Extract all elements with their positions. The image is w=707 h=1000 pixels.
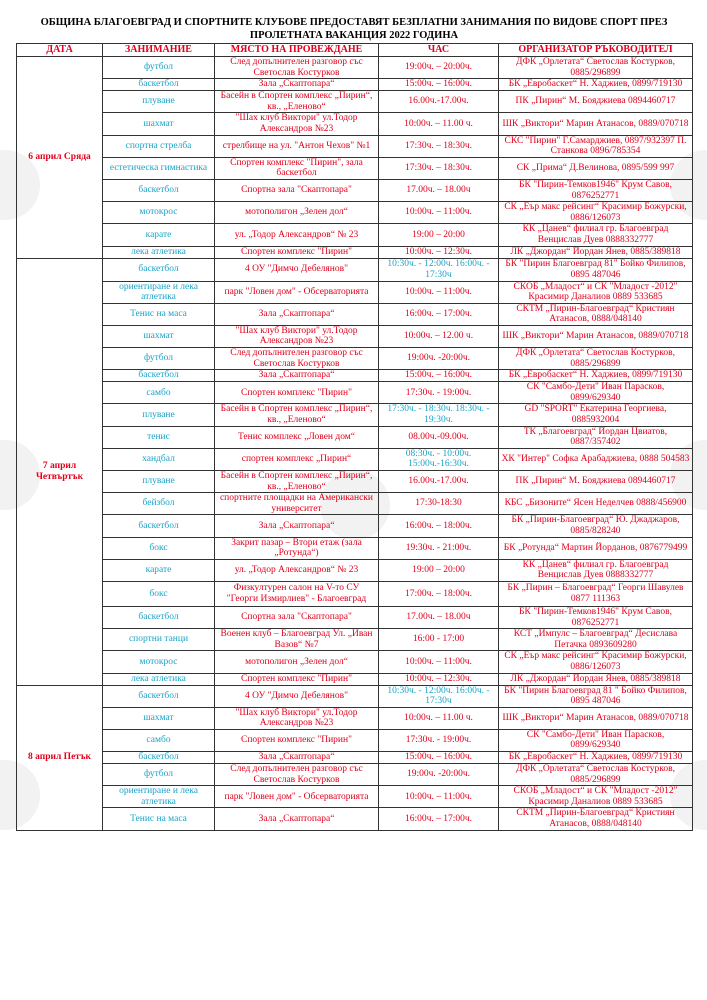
organizer-cell: БК „Евробаскет“ Н. Хаджиев, 0899/719130 [499, 79, 693, 91]
place-cell: Зала „Скаптопара“ [215, 303, 379, 325]
activity-cell: лека атлетика [103, 246, 215, 258]
time-cell: 10:00ч. – 11:00ч. [379, 281, 499, 303]
schedule-table [16, 43, 693, 831]
table-row [17, 707, 693, 729]
time-cell: 19:00ч. -20:00ч. [379, 348, 499, 370]
table-row [17, 325, 693, 347]
document-title [14, 17, 694, 42]
table-row [17, 629, 693, 651]
activity-cell: бокс [103, 537, 215, 559]
activity-cell: баскетбол [103, 606, 215, 628]
activity-cell: самбо [103, 729, 215, 751]
activity-cell: лека атлетика [103, 673, 215, 685]
time-cell: 19:00 – 20:00 [379, 559, 499, 581]
time-cell: 10:00ч. – 11.00 ч. [379, 113, 499, 135]
organizer-cell: ШК „Виктори“ Марин Атанасов, 0889/070718 [499, 707, 693, 729]
organizer-cell: БК "Пирин Благоевград 81" Бойко Филипов, 0895 487046 [499, 258, 693, 281]
schedule-body [17, 57, 693, 831]
activity-cell: карате [103, 559, 215, 581]
organizer-cell: КСТ „Импулс – Благоевград“ Десислава Петачка 0893609280 [499, 629, 693, 651]
day-date-cell: 7 април Четвъртък [17, 258, 103, 685]
place-cell: Спортна зала "Скаптопара" [215, 179, 379, 201]
activity-cell: ориентиране и лека атлетика [103, 786, 215, 808]
organizer-cell: ЛК „Джордан“ Йордан Янев, 0885/389818 [499, 246, 693, 258]
header-date: ДАТА [17, 44, 103, 57]
place-cell: Спортен комплекс "Пирин" [215, 729, 379, 751]
place-cell: Басейн в Спортен комплекс „Пирин“, кв., „Еленово“ [215, 91, 379, 113]
title-line-1: ОБЩИНА БЛАГОЕВГРАД И СПОРТНИТЕ КЛУБОВЕ ПРЕДОСТАВЯТ БЕЗПЛАТНИ ЗАНИМАНИЯ ПО ВИДОВЕ СПОРТ ПРЕЗ [40, 17, 668, 28]
organizer-cell: БК „Пирин – Благоевград“ Георги Шавулев 0877 111363 [499, 581, 693, 606]
table-row [17, 57, 693, 79]
table-row [17, 685, 693, 707]
organizer-cell: СКС "Пирин" Г.Самарджиев, 0897/932397 П. Станкова 0896/785354 [499, 135, 693, 157]
organizer-cell: БК "Пирин Благоевград 81 " Бойко Филипов, 0895 487046 [499, 685, 693, 707]
place-cell: 4 ОУ "Димчо Дебелянов" [215, 258, 379, 281]
table-row [17, 179, 693, 201]
title-line-2: ПРОЛЕТНАТА ВАКАНЦИЯ 2022 ГОДИНА [249, 29, 459, 41]
organizer-cell: СК „Прима“ Д.Велинова, 0895/599 997 [499, 157, 693, 179]
time-cell: 16.00ч.-17.00ч. [379, 471, 499, 493]
time-cell: 10:00ч. – 11.00 ч. [379, 707, 499, 729]
place-cell: мотополигон „Зелен дол“ [215, 651, 379, 673]
time-cell: 10:00ч. – 12.00 ч. [379, 325, 499, 347]
time-cell: 17:30ч. - 19:00ч. [379, 729, 499, 751]
organizer-cell: СК "Самбо-Дети" Иван Парасков, 0899/629340 [499, 729, 693, 751]
table-row [17, 651, 693, 673]
organizer-cell: ХК "Интер" Софка Арабаджиева, 0888 504583 [499, 448, 693, 470]
activity-cell: мотокрос [103, 651, 215, 673]
table-row [17, 448, 693, 470]
organizer-cell: СК „Еър макс рейсинг“ Красимир Божурски, 0886/126073 [499, 202, 693, 224]
table-row [17, 471, 693, 493]
activity-cell: баскетбол [103, 752, 215, 764]
organizer-cell: КК „Цанев“ филиал гр. Благоевград Венцислав Дуев 0888332777 [499, 559, 693, 581]
place-cell: 4 ОУ "Димчо Дебелянов" [215, 685, 379, 707]
place-cell: Спортен комплекс "Пирин" [215, 246, 379, 258]
activity-cell: футбол [103, 764, 215, 786]
time-cell: 16.00ч.-17.00ч. [379, 91, 499, 113]
time-cell: 19:00 – 20:00 [379, 224, 499, 246]
activity-cell: спортна стрелба [103, 135, 215, 157]
place-cell: спортен комплекс „Пирин“ [215, 448, 379, 470]
place-cell: Спортен комплекс "Пирин" [215, 673, 379, 685]
table-row [17, 404, 693, 426]
place-cell: спортните площадки на Американски университет [215, 493, 379, 515]
activity-cell: шахмат [103, 707, 215, 729]
activity-cell: ориентиране и лека атлетика [103, 281, 215, 303]
activity-cell: самбо [103, 382, 215, 404]
activity-cell: плуване [103, 404, 215, 426]
organizer-cell: ЛК „Джордан“ Йордан Янев, 0885/389818 [499, 673, 693, 685]
place-cell: Басейн в Спортен комплекс „Пирин“, кв., „Еленово“ [215, 471, 379, 493]
header-time: ЧАС [379, 44, 499, 57]
activity-cell: футбол [103, 57, 215, 79]
table-row [17, 729, 693, 751]
time-cell: 10:00ч. – 12:30ч. [379, 246, 499, 258]
activity-cell: баскетбол [103, 370, 215, 382]
activity-cell: баскетбол [103, 179, 215, 201]
place-cell: Закрит пазар – Втори етаж (зала „Ротунда“) [215, 537, 379, 559]
time-cell: 10:30ч. - 12:00ч. 16:00ч. - 17:30ч [379, 258, 499, 281]
table-row [17, 113, 693, 135]
activity-cell: Тенис на маса [103, 303, 215, 325]
time-cell: 19:00ч. – 20:00ч. [379, 57, 499, 79]
place-cell: След допълнителен разговор със Светослав Костурков [215, 57, 379, 79]
organizer-cell: БК "Пирин-Темков1946" Крум Савов, 0876252771 [499, 606, 693, 628]
place-cell: Зала „Скаптопара“ [215, 370, 379, 382]
table-row [17, 303, 693, 325]
time-cell: 19:00ч. -20:00ч. [379, 764, 499, 786]
header-organizer: ОРГАНИЗАТОР РЪКОВОДИТЕЛ [499, 44, 693, 57]
organizer-cell: ДФК „Орлетата“ Светослав Костурков, 0885/296899 [499, 764, 693, 786]
table-row [17, 808, 693, 830]
time-cell: 17:30ч. – 18:30ч. [379, 157, 499, 179]
activity-cell: мотокрос [103, 202, 215, 224]
organizer-cell: БК „Пирин-Благоевград“ Ю. Джаджаров, 0885/828240 [499, 515, 693, 537]
place-cell: Спортна зала "Скаптопара" [215, 606, 379, 628]
place-cell: Военен клуб – Благоевград Ул. „Иван Вазов“ №7 [215, 629, 379, 651]
day-date-cell: 8 април Петък [17, 685, 103, 830]
place-cell: "Шах клуб Виктори" ул.Тодор Александров №23 [215, 707, 379, 729]
table-row [17, 370, 693, 382]
organizer-cell: КК „Цанев“ филиал гр. Благоевград Венцислав Дуев 0888332777 [499, 224, 693, 246]
activity-cell: хандбал [103, 448, 215, 470]
table-row [17, 515, 693, 537]
activity-cell: футбол [103, 348, 215, 370]
activity-cell: бокс [103, 581, 215, 606]
place-cell: Зала „Скаптопара“ [215, 79, 379, 91]
table-row [17, 91, 693, 113]
organizer-cell: ТК „Благоевград“ Йордан Цвиатов, 0887/357402 [499, 426, 693, 448]
time-cell: 17:00ч. – 18:00ч. [379, 581, 499, 606]
activity-cell: бейзбол [103, 493, 215, 515]
organizer-cell: БК "Пирин-Темков1946" Крум Савов, 0876252771 [499, 179, 693, 201]
activity-cell: баскетбол [103, 515, 215, 537]
organizer-cell: ДФК „Орлетата“ Светослав Костурков, 0885/296899 [499, 57, 693, 79]
organizer-cell: БК „Евробаскет“ Н. Хаджиев, 0899/719130 [499, 370, 693, 382]
table-row [17, 246, 693, 258]
organizer-cell: ДФК „Орлетата“ Светослав Костурков, 0885/296899 [499, 348, 693, 370]
table-row [17, 258, 693, 281]
organizer-cell: СК „Еър макс рейсинг“ Красимир Божурски, 0886/126073 [499, 651, 693, 673]
time-cell: 17.00ч. – 18.00ч [379, 606, 499, 628]
table-row [17, 202, 693, 224]
organizer-cell: БК „Евробаскет“ Н. Хаджиев, 0899/719130 [499, 752, 693, 764]
table-row [17, 382, 693, 404]
table-row [17, 786, 693, 808]
table-row [17, 559, 693, 581]
activity-cell: естетическа гимнастика [103, 157, 215, 179]
place-cell: Спортен комплекс "Пирин" [215, 382, 379, 404]
time-cell: 10:00ч. – 11:00ч. [379, 651, 499, 673]
time-cell: 17.00ч. – 18.00ч [379, 179, 499, 201]
table-row [17, 537, 693, 559]
organizer-cell: GD "SPORT" Екатерина Георгиева, 0885932004 [499, 404, 693, 426]
time-cell: 15:00ч. – 16:00ч. [379, 79, 499, 91]
place-cell: След допълнителен разговор със Светослав Костурков [215, 764, 379, 786]
table-row [17, 752, 693, 764]
time-cell: 17:30-18:30 [379, 493, 499, 515]
organizer-cell: СК "Самбо-Дети" Иван Парасков, 0899/629340 [499, 382, 693, 404]
activity-cell: карате [103, 224, 215, 246]
table-row [17, 224, 693, 246]
organizer-cell: КБС „Бизоните“ Ясен Неделчев 0888/456900 [499, 493, 693, 515]
organizer-cell: ПК „Пирин“ М. Бояджиева 0894460717 [499, 91, 693, 113]
place-cell: Зала „Скаптопара“ [215, 515, 379, 537]
table-row [17, 79, 693, 91]
activity-cell: баскетбол [103, 258, 215, 281]
time-cell: 10:30ч. - 12:00ч. 16:00ч. - 17:30ч [379, 685, 499, 707]
time-cell: 16:00ч. – 17:00ч. [379, 808, 499, 830]
header-activity: ЗАНИМАНИЕ [103, 44, 215, 57]
time-cell: 10:00ч. – 11:00ч. [379, 202, 499, 224]
time-cell: 17:30ч. - 19:00ч. [379, 382, 499, 404]
table-row [17, 493, 693, 515]
organizer-cell: СКОБ „Младост“ и СК "Младост -2012" Красимир Даналиов 0889 533685 [499, 786, 693, 808]
place-cell: мотополигон „Зелен дол“ [215, 202, 379, 224]
time-cell: 15:00ч. – 16:00ч. [379, 752, 499, 764]
activity-cell: Тенис на маса [103, 808, 215, 830]
time-cell: 08:30ч. - 10:00ч. 15:00ч.-16:30ч. [379, 448, 499, 470]
organizer-cell: СКТМ „Пирин-Благоевград“ Кристиян Атанасов, 0888/048140 [499, 303, 693, 325]
organizer-cell: ПК „Пирин“ М. Бояджиева 0894460717 [499, 471, 693, 493]
table-row [17, 135, 693, 157]
time-cell: 16:00ч. – 18:00ч. [379, 515, 499, 537]
activity-cell: шахмат [103, 325, 215, 347]
table-row [17, 581, 693, 606]
table-row [17, 348, 693, 370]
activity-cell: шахмат [103, 113, 215, 135]
place-cell: парк "Ловен дом" - Обсерваторията [215, 281, 379, 303]
organizer-cell: СКТМ „Пирин-Благоевград“ Кристиян Атанасов, 0888/048140 [499, 808, 693, 830]
day-date-cell: 6 април Сряда [17, 57, 103, 259]
place-cell: "Шах клуб Виктори" ул.Тодор Александров №23 [215, 325, 379, 347]
activity-cell: баскетбол [103, 685, 215, 707]
time-cell: 10:00ч. – 11:00ч. [379, 786, 499, 808]
place-cell: Спортен комплекс "Пирин", зала баскетбол [215, 157, 379, 179]
time-cell: 16:00ч. – 17:00ч. [379, 303, 499, 325]
time-cell: 08.00ч.-09.00ч. [379, 426, 499, 448]
time-cell: 17:30ч. – 18:30ч. [379, 135, 499, 157]
time-cell: 17:30ч. - 18:30ч. 18:30ч. - 19:30ч. [379, 404, 499, 426]
table-row [17, 426, 693, 448]
place-cell: ул. „Тодор Александров“ № 23 [215, 559, 379, 581]
table-row [17, 673, 693, 685]
table-row [17, 606, 693, 628]
time-cell: 10:00ч. – 12:30ч. [379, 673, 499, 685]
organizer-cell: ШК „Виктори“ Марин Атанасов, 0889/070718 [499, 113, 693, 135]
place-cell: парк "Ловен дом" - Обсерваторията [215, 786, 379, 808]
activity-cell: тенис [103, 426, 215, 448]
time-cell: 19:30ч. - 21:00ч. [379, 537, 499, 559]
header-place: МЯСТО НА ПРОВЕЖДАНЕ [215, 44, 379, 57]
place-cell: Физкултурен салон на V-то СУ "Георги Измирлиев" - Благоевград [215, 581, 379, 606]
table-row [17, 157, 693, 179]
activity-cell: баскетбол [103, 79, 215, 91]
place-cell: Зала „Скаптопара“ [215, 808, 379, 830]
time-cell: 16:00 - 17:00 [379, 629, 499, 651]
organizer-cell: СКОБ „Младост“ и СК "Младост -2012" Красимир Даналиов 0889 533685 [499, 281, 693, 303]
time-cell: 15:00ч. – 16:00ч. [379, 370, 499, 382]
activity-cell: спортни танци [103, 629, 215, 651]
place-cell: Зала „Скаптопара“ [215, 752, 379, 764]
activity-cell: плуване [103, 91, 215, 113]
table-header-row [17, 44, 693, 57]
table-row [17, 764, 693, 786]
organizer-cell: ШК „Виктори“ Марин Атанасов, 0889/070718 [499, 325, 693, 347]
place-cell: стрелбище на ул. "Антон Чехов" №1 [215, 135, 379, 157]
place-cell: "Шах клуб Виктори" ул.Тодор Александров №23 [215, 113, 379, 135]
place-cell: Тенис комплекс „Ловен дом“ [215, 426, 379, 448]
place-cell: ул. „Тодор Александров“ № 23 [215, 224, 379, 246]
table-row [17, 281, 693, 303]
activity-cell: плуване [103, 471, 215, 493]
organizer-cell: БК „Ротунда“ Мартин Йорданов, 0876779499 [499, 537, 693, 559]
place-cell: Басейн в Спортен комплекс „Пирин“, кв., „Еленово“ [215, 404, 379, 426]
place-cell: След допълнителен разговор със Светослав Костурков [215, 348, 379, 370]
